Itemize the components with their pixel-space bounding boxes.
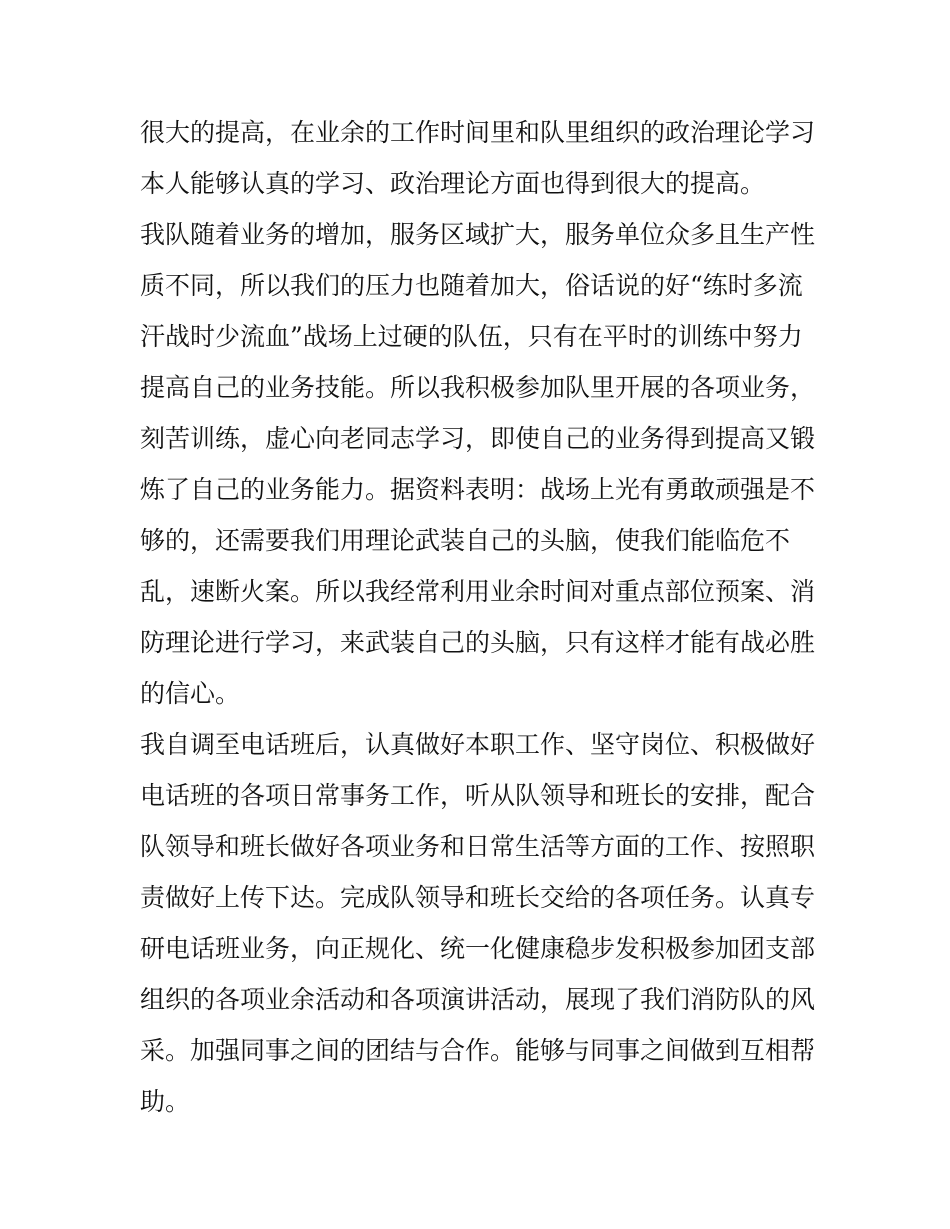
text-line: 组织的各项业余活动和各项演讲活动，展现了我们消防队的风	[140, 985, 816, 1014]
text-line: 汗战时少流血”战场上过硬的队伍，只有在平时的训练中努力	[140, 322, 803, 351]
text-line: 电话班的各项日常事务工作，听从队领导和班长的安排，配合	[140, 781, 816, 810]
text-line: 队领导和班长做好各项业务和日常生活等方面的工作、按照职	[140, 832, 816, 861]
text-line: 乱，速断火案。所以我经常利用业余时间对重点部位预案、消	[140, 577, 816, 606]
text-line: 质不同，所以我们的压力也随着加大，俗话说的好“练时多流	[140, 271, 803, 300]
text-line: 防理论进行学习，来武装自己的头脑，只有这样才能有战必胜	[140, 628, 816, 657]
text-line: 采。加强同事之间的团结与合作。能够与同事之间做到互相帮	[140, 1036, 816, 1065]
text-line: 很大的提高，在业余的工作时间里和队里组织的政治理论学习	[140, 118, 816, 147]
text-line: 我队随着业务的增加，服务区域扩大，服务单位众多且生产性	[140, 220, 816, 249]
text-line: 我自调至电话班后，认真做好本职工作、坚守岗位、积极做好	[140, 730, 816, 759]
text-line: 助。	[140, 1087, 191, 1116]
text-line: 提高自己的业务技能。所以我积极参加队里开展的各项业务，	[140, 373, 816, 402]
text-line: 责做好上传下达。完成队领导和班长交给的各项任务。认真专	[140, 883, 816, 912]
text-line: 够的，还需要我们用理论武装自己的头脑，使我们能临危不	[140, 526, 791, 555]
text-line: 本人能够认真的学习、政治理论方面也得到很大的提高。	[140, 169, 766, 198]
text-line: 刻苦训练，虚心向老同志学习，即使自己的业务得到提高又锻	[140, 424, 816, 453]
text-line: 炼了自己的业务能力。据资料表明：战场上光有勇敢顽强是不	[140, 475, 816, 504]
text-line: 研电话班业务，向正规化、统一化健康稳步发积极参加团支部	[140, 934, 816, 963]
body-text	[140, 107, 820, 1127]
text-line: 的信心。	[140, 679, 241, 708]
